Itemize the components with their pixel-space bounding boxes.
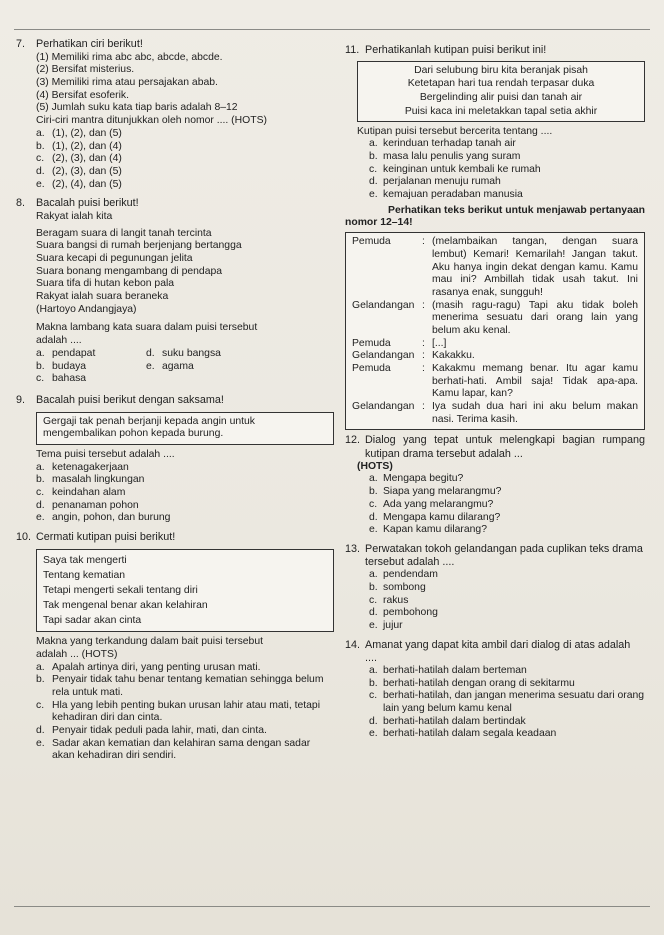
poem-line: Suara bonang mengambang di pendapa <box>36 265 223 277</box>
poem-line: Tapi sadar akan cinta <box>43 615 142 627</box>
question-number: 13. <box>345 542 361 555</box>
poem-line: mengembalikan pohon kepada burung. <box>43 428 224 440</box>
section-heading: Perhatikan teks berikut untuk menjawab pertanyaan <box>388 204 645 216</box>
poem-line: Tak mengenal benar akan kelahiran <box>43 599 208 611</box>
drama-section <box>345 205 645 431</box>
top-rule <box>14 29 650 30</box>
question-number: 8. <box>16 197 26 210</box>
list-item: (1) Memiliki rima abc abc, abcde, abcde. <box>36 51 223 63</box>
dialog-row: Gelandangan : Iya sudah dua hari ini aku belum makan nasi. Terima kasih. <box>352 401 638 425</box>
poem-line: Rakyat ialah kita <box>36 210 113 222</box>
question-11 <box>345 44 645 202</box>
answer-option[interactable]: e. jujur <box>369 620 403 631</box>
question-stem: Cermati kutipan puisi berikut! <box>36 531 176 544</box>
answer-option[interactable]: d. (2), (3), dan (5) <box>36 165 122 177</box>
dialog-row: Gelandangan : (masih ragu-ragu) Tapi aku tidak boleh menerima sesuatu dari orang lain yang belum aku kenal. <box>352 299 638 336</box>
answer-option[interactable]: e. angin, pohon, dan burung <box>36 512 171 524</box>
answer-option[interactable]: b. (1), (2), dan (4) <box>36 140 122 152</box>
poem-line: Tentang kematian <box>43 569 126 581</box>
question-text: Kutipan puisi tersebut bercerita tentang .... <box>357 125 553 137</box>
poem-line: Gergaji tak penah berjanji kepada angin untuk <box>43 415 256 427</box>
question-text: Ciri-ciri mantra ditunjukkan oleh nomor .... (HOTS) <box>36 115 267 127</box>
poem-author: (Hartoyo Andangjaya) <box>36 303 137 315</box>
speaker: Gelandangan <box>352 350 415 362</box>
list-item: (2) Bersifat misterius. <box>36 64 135 76</box>
answer-option[interactable]: b. masa lalu penulis yang suram <box>369 151 521 162</box>
question-number: 12. <box>345 434 361 447</box>
question-stem: Perwatakan tokoh gelandangan pada cuplikan teks drama tersebut adalah .... <box>365 542 643 569</box>
question-13 <box>345 543 645 569</box>
speaker: Gelandangan <box>352 401 415 413</box>
question-number: 7. <box>16 38 26 50</box>
answer-option[interactable]: b. sombong <box>369 581 426 593</box>
answer-option[interactable]: a. ketenagakerjaan <box>36 461 129 473</box>
answer-option[interactable]: e. agama <box>146 360 194 372</box>
dialog-text: [...] <box>432 337 447 349</box>
question-stem: Dialog yang tepat untuk melengkapi bagian rumpang kutipan drama tersebut adalah ... <box>365 434 645 460</box>
question-12 <box>345 434 645 460</box>
dialog-row: Gelandangan : Kakakku. <box>352 350 638 363</box>
poem-line: Beragam suara di langit tanah tercinta <box>36 227 212 239</box>
answer-option[interactable]: d. perjalanan menuju rumah <box>369 176 501 188</box>
speaker: Pemuda <box>352 337 391 349</box>
poem-line: Saya tak mengerti <box>43 554 127 566</box>
poem-line: Suara kecapi di pegunungan jelita <box>36 253 193 264</box>
right-column <box>345 44 645 741</box>
poem-box <box>357 61 645 122</box>
hots-label: (HOTS) <box>357 460 393 472</box>
question-text: Tema puisi tersebut adalah .... <box>36 448 175 460</box>
answer-option[interactable]: d. suku bangsa <box>146 347 221 359</box>
question-number: 11. <box>345 44 360 56</box>
question-8 <box>16 197 334 386</box>
answer-option[interactable]: d. Penyair tidak peduli pada lahir, mati, dan cinta. <box>36 724 267 736</box>
answer-row <box>16 373 334 386</box>
answer-row <box>16 361 334 374</box>
drama-box <box>345 232 645 430</box>
list-item: (3) Memiliki rima atau persajakan abab. <box>36 77 218 89</box>
poem-line: Dari selubung biru kita beranjak pisah <box>414 64 588 76</box>
answer-option[interactable]: b. Penyair tidak tahu benar tentang kematian sehingga belum rela untuk mati. <box>36 674 324 698</box>
poem-line: Suara tifa di hutan kebon pala <box>36 278 175 290</box>
question-stem: Bacalah puisi berikut! <box>36 197 139 210</box>
question-stem: Perhatikan ciri berikut! <box>36 38 143 50</box>
question-10 <box>16 531 334 763</box>
answer-option[interactable]: c. berhati-hatilah, dan jangan menerima sesuatu dari orang lain yang belum kamu kenal <box>369 690 645 715</box>
answer-option[interactable]: a. pendapat <box>36 347 96 359</box>
question-stem: Perhatikanlah kutipan puisi berikut ini! <box>365 44 547 56</box>
poem-line: Bergelinding alir puisi dan tanah air <box>419 92 583 104</box>
answer-option[interactable]: e. Kapan kamu dilarang? <box>369 524 487 536</box>
poem-box <box>36 412 334 445</box>
left-column <box>16 38 334 763</box>
list-item: (5) Jumlah suku kata tiap baris adalah 8–12 <box>36 102 238 114</box>
answer-option[interactable]: e. (2), (4), dan (5) <box>36 178 122 190</box>
answer-option[interactable]: c. keindahan alam <box>36 487 126 498</box>
answer-option[interactable]: a. kerinduan terhadap tanah air <box>369 138 516 150</box>
speaker: Gelandangan <box>352 299 415 311</box>
answer-option[interactable]: d. Mengapa kamu dilarang? <box>369 511 501 523</box>
dialog-row: Pemuda : Kakakmu memang benar. Itu agar kamu berhati-hati. Ambil saja! Tidak apa-apa. Kamu lapar, kan? <box>352 363 638 400</box>
dialog-text: (masih ragu-ragu) Tapi aku tidak boleh menerima sesuatu dari orang lain yang belum aku kenal. <box>432 299 638 336</box>
poem-line: Rakyat ialah suara beraneka <box>36 291 169 303</box>
dialog-text: Kakakku. <box>432 350 475 362</box>
question-text: adalah ... (HOTS) <box>36 648 118 660</box>
answer-option[interactable]: c. keinginan untuk kembali ke rumah <box>369 163 541 175</box>
answer-option[interactable]: d. penanaman pohon <box>36 499 139 511</box>
question-text: Makna lambang kata suara dalam puisi tersebut <box>36 322 258 334</box>
dialog-text: Iya sudah dua hari ini aku belum makan nasi. Terima kasih. <box>432 401 638 425</box>
answer-option[interactable]: b. Siapa yang melarangmu? <box>369 486 502 498</box>
list-item: (4) Bersifat esoferik. <box>36 89 129 101</box>
section-range: nomor 12–14! <box>345 217 413 229</box>
poem-line: Ketetapan hari tua rendah terpasar duka <box>407 78 595 90</box>
speaker: Pemuda <box>352 363 391 374</box>
poem-line: Tetapi mengerti sekali tentang diri <box>43 584 198 596</box>
speaker: Pemuda <box>352 236 391 248</box>
poem-line: Suara bangsi di rumah berjenjang bertangga <box>36 240 242 252</box>
question-text: adalah .... <box>36 335 82 347</box>
poem-box <box>36 549 334 632</box>
answer-option[interactable]: e. Sadar akan kematian dan kelahiran sama dengan sadar akan kehadiran diri sendiri. <box>36 737 311 762</box>
answer-option[interactable]: b. berhati-hatilah dengan orang di sekitarmu <box>369 677 575 689</box>
question-7 <box>16 38 334 191</box>
dialog-text: Kakakmu memang benar. Itu agar kamu berhati-hati. Ambil saja! Tidak apa-apa. Kamu lapar, kan? <box>432 363 638 400</box>
answer-option[interactable]: a. (1), (2), dan (5) <box>36 127 122 139</box>
question-stem: Bacalah puisi berikut dengan saksama! <box>36 393 224 406</box>
answer-option[interactable]: e. berhati-hatilah dalam segala keadaan <box>369 728 557 740</box>
question-text: Makna yang terkandung dalam bait puisi tersebut <box>36 636 264 648</box>
answer-option[interactable]: b. masalah lingkungan <box>36 474 145 486</box>
question-number: 10. <box>16 531 32 544</box>
answer-option[interactable]: a. pendendam <box>369 569 438 581</box>
answer-option[interactable]: c. Hla yang lebih penting bukan urusan lahir atau mati, tetapi kehadiran diri dan cinta. <box>36 699 321 724</box>
answer-option[interactable]: b. budaya <box>36 360 87 372</box>
answer-option[interactable]: e. kemajuan peradaban manusia <box>369 189 523 201</box>
dialog-row: Pemuda : (melambaikan tangan, dengan suara lembut) Kemari! Kemarilah! Jangan takut. Aku hanya ingin dekat dengan kamu. Kamu mau ini? Ambillah tidak usah takut. Ini rasanya enak, sungguh! <box>352 236 638 298</box>
question-9 <box>16 394 334 525</box>
answer-option[interactable]: a. Mengapa begitu? <box>369 473 464 485</box>
answer-option[interactable]: c. (2), (3), dan (4) <box>36 153 122 165</box>
bottom-rule <box>14 906 650 907</box>
answer-option[interactable]: d. pembohong <box>369 607 438 619</box>
answer-option[interactable]: c. Ada yang melarangmu? <box>369 498 494 510</box>
question-stem: Amanat yang dapat kita ambil dari dialog di atas adalah .... <box>365 638 631 664</box>
poem-line: Puisi kaca ini meletakkan tapal setia akhir <box>404 105 598 117</box>
answer-option[interactable]: c. bahasa <box>36 373 87 385</box>
answer-option[interactable]: a. berhati-hatilah dalam berteman <box>369 665 527 677</box>
answer-option[interactable]: d. berhati-hatilah dalam bertindak <box>369 715 526 727</box>
question-number: 14. <box>345 638 361 651</box>
poem <box>16 211 334 348</box>
dialog-text: (melambaikan tangan, dengan suara lembut) Kemari! Kemarilah! Jangan takut. Aku hanya ingin dekat dengan kamu. Kamu mau ini? Ambillah tidak usah takut. Ini rasanya enak, sungguh! <box>432 236 638 298</box>
answer-option[interactable]: c. rakus <box>369 594 409 606</box>
answer-option[interactable]: a. Apalah artinya diri, yang penting urusan mati. <box>36 661 261 673</box>
dialog-row: Pemuda : [...] <box>352 338 638 351</box>
question-14 <box>345 639 645 665</box>
answer-row <box>16 348 334 361</box>
question-number: 9. <box>16 393 26 406</box>
